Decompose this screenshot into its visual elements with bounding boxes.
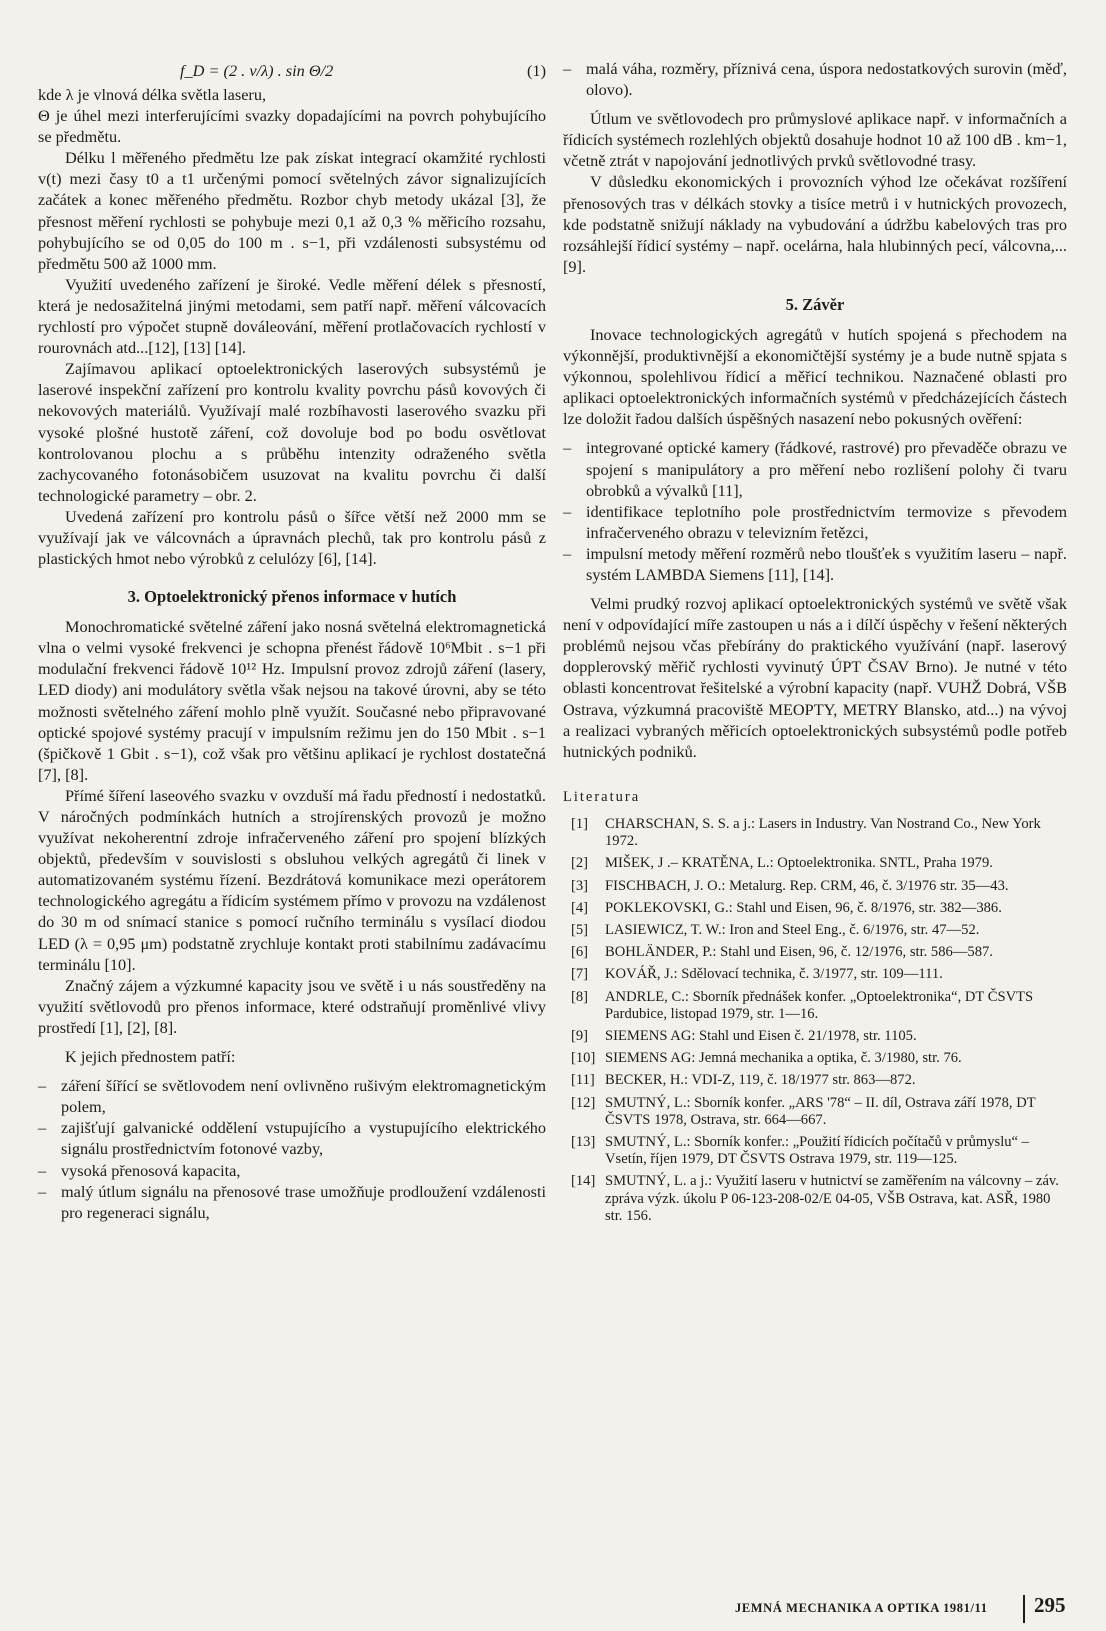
reference-number: [2] — [571, 855, 589, 872]
reference-text: SMUTNÝ, L.: Sborník konfer. „ARS '78“ – II. díl, Ostrava září 1978, DT ČSVTS 1978, Ostrava, str. 664—667. — [605, 1094, 1036, 1128]
list-item: – integrované optické kamery (řádkové, rastrové) pro převaděče obrazu ve spojení s manipulátory a pro měření nebo rozlišení polohy či tvaru obrobků a vývalků [11], — [563, 438, 1067, 500]
reference-number: [9] — [571, 1027, 589, 1044]
reference-text: SMUTNÝ, L.: Sborník konfer.: „Použití řídicích počítačů v průmyslu“ – Vsetín, říjen 1979, DT ČSVTS Ostrava 1979, str. 119—125. — [605, 1133, 1029, 1168]
journal-name: JEMNÁ MECHANIKA A OPTIKA 1981/11 — [735, 1601, 988, 1615]
reference-text: BECKER, H.: VDI-Z, 119, č. 18/1977 str. 863—872. — [605, 1072, 916, 1089]
reference-item — [563, 922, 1067, 939]
list-item: – impulsní metody měření rozměrů nebo tloušťek s využitím laseru – např. systém LAMBDA Siemens [11], [14]. — [563, 543, 1067, 584]
page-number: 295 — [1034, 1593, 1066, 1617]
list-item: – malý útlum signálu na přenosové trase umožňuje prodloužení vzdálenosti pro regeneraci signálu, — [38, 1181, 546, 1222]
reference-text: SIEMENS AG: Stahl und Eisen č. 21/1978, str. 1105. — [605, 1027, 917, 1044]
reference-item — [563, 816, 1067, 850]
reference-number: [14] — [571, 1173, 596, 1190]
reference-number: [13] — [571, 1133, 596, 1150]
reference-number: [8] — [571, 988, 589, 1005]
reference-item — [563, 989, 1067, 1023]
reference-text: ANDRLE, C.: Sborník přednášek konfer. „Optoelektronika“, DT ČSVTS Pardubice, listopad 1979, str. 1—16. — [605, 988, 1034, 1022]
paragraph-utlum: Útlum ve světlovodech pro průmyslové aplikace např. v informačních a řídicích systémech rozlehlých objektů dosahuje hodnot 10 až 100 dB . km−1, včetně ztrát v napojování jednotlivých prvků světlovodné trasy. — [563, 109, 1067, 171]
equation-formula: f_D = (2 . v/λ) . sin Θ/2 — [180, 61, 334, 80]
reference-number: [1] — [571, 815, 589, 832]
reference-item — [563, 1050, 1067, 1067]
right-column — [563, 58, 1067, 1230]
reference-item — [563, 900, 1067, 917]
list-item: – malá váha, rozměry, příznivá cena, úspora nedostatkových surovin (měď, olovo). — [563, 59, 1067, 100]
reference-text: POKLEKOVSKI, G.: Stahl und Eisen, 96, č. 8/1976, str. 382—386. — [605, 899, 1002, 916]
paragraph-velmi: Velmi prudký rozvoj aplikací optoelektronických systémů ve světě však není v odpovídající míře zastoupen u nás a i dílčí úspěchy v řešení některých problémů nejsou včas přebírány do praktického využívání (např. laserový dopplerovský měřič rychlosti vyvinutý ÚPT ČSAV Brno). Je nutné v této oblasti koncentrovat řešitelské a výrobní kapacity (např. VUHŽ Dobrá, VŠB Ostrava, výzkumná pracoviště MEOPTY, METRY Blansko, atd...) na vývoj a realizaci vybraných měřicích optoelektronických subsystémů podle potřeb hutnických podniků. — [563, 594, 1067, 761]
paragraph-delku: Délku l měřeného předmětu lze pak získat integrací okamžité rychlosti v(t) mezi časy t0 a t1 určenými pomocí světelných závor signalizujících začátek a konec měřeného předmětu. Rozbor chyb metody ukázal [3], že přesnost měření rychlosti se pohybuje mezi 0,1 až 0,3 % měřicího rozsahu, pohybujícího se od 0,05 do 100 m . s−1, při vzdálenosti subsystému od předmětu 500 až 1000 mm. — [38, 148, 546, 273]
reference-text: MIŠEK, J .– KRATĚNA, L.: Optoelektronika. SNTL, Praha 1979. — [605, 855, 993, 872]
reference-item — [563, 878, 1067, 895]
list-item: – identifikace teplotního pole prostřednictvím termovize s převodem infračerveného obrazu v televizním řetězci, — [563, 501, 1067, 542]
reference-text: LASIEWICZ, T. W.: Iron and Steel Eng., č. 6/1976, str. 47—52. — [605, 921, 980, 938]
reference-number: [4] — [571, 899, 589, 916]
reference-text: CHARSCHAN, S. S. a j.: Lasers in Industry. Van Nostrand Co., New York 1972. — [605, 815, 1041, 850]
paragraph-monochromaticke: Monochromatické světelné záření jako nosná světelná elektromagnetická vlna o velmi vysoké frekvenci je schopna přenést řádově 10⁶Mbit . s−1 při modulační frekvenci řádově 10¹² Hz. Impulsní provoz zdrojů záření (lasery, LED diody) ani modulátory světla však nejsou na takové úrovni, aby se této možnosti světelného záření mohlo plně využít. Současné nebo připravované optické spojové systémy pracují v impulsním režimu jen do 150 Mbit . s−1 (špičkově 1 Gbit . s−1), což však pro většinu aplikací je rychlost dostatečná [7], [8]. — [38, 617, 546, 784]
paragraph-dusledku: V důsledku ekonomických i provozních výhod lze očekávat rozšíření přenosových tras v délkách stovky a tisíce metrů i v hutnických provozech, kde podstatně snižují náklady na vybudování a údržbu kabelových tras pro rozsáhlejší řídicí systémy – např. ocelárna, hala hlubinných pecí, válcovna,... [9]. — [563, 172, 1067, 276]
left-column — [38, 58, 546, 1223]
equation — [38, 58, 546, 84]
equation-number: (1) — [527, 61, 546, 80]
reference-text: KOVÁŘ, J.: Sdělovací technika, č. 3/1977, str. 109—111. — [605, 966, 943, 983]
reference-number: [5] — [571, 921, 589, 938]
paragraph-zajimavou: Zajímavou aplikací optoelektronických laserových subsystémů je laserové inspekční zařízení pro kontrolu kvality povrchu pásů kovových či nekovových materiálů. Využívají malé rozbíhavosti laserového svazku při vysoké plošné hustotě záření, což dovoluje bod po bodu osvětlovat kontrolovanou plochu a s průběhu intenzity odraženého světla zachycovaného fotonásobičem usuzovat na kvalitu povrchu či další technologické parametry – obr. 2. — [38, 359, 546, 505]
paragraph-znacny: Značný zájem a výzkumné kapacity jsou ve světě i u nás soustředěny na využití světlovodů pro přenos informace, které odstraňují proměnlivé vlivy prostředí [1], [2], [8]. — [38, 975, 546, 1037]
reference-text: SIEMENS AG: Jemná mechanika a optika, č. 3/1980, str. 76. — [605, 1050, 962, 1067]
reference-item — [563, 944, 1067, 961]
reference-item — [563, 1072, 1067, 1089]
paragraph-uvedena: Uvedená zařízení pro kontrolu pásů o šířce větší než 2000 mm se využívají jak ve válcovnách a úpravnách plechů, tak pro kontrolu pásů z plastických hmot nebo výrobků z celulózy [6], [14]. — [38, 506, 546, 569]
reference-item — [563, 966, 1067, 983]
reference-item — [563, 1095, 1067, 1129]
paragraph-prime: Přímé šíření laseového svazku v ovzduší má řadu předností i nedostatků. V náročných podmínkách hutních a strojírenských provozů je možno využívat nekoherentní zdroje infračerveného záření pro spojení blízkých objektů, především v souvislosti s obsluhou velkých agregátů či linek v automatizovaném systému řízení. Bezdrátová komunikace mezi operátorem technologického agregátu a řídicím systémem přímo v provozu na vzdálenost do 30 m od snímací stanice s pomocí ručního terminálu s vysílací diodou LED (λ = 0,95 μm) podstatně zrychluje kontakt proti stabilnímu zadávacímu terminálu [10]. — [38, 785, 546, 974]
reference-number: [7] — [571, 966, 589, 983]
section-heading-5: 5. Závěr — [785, 294, 845, 314]
paragraph-vyuziti: Využití uvedeného zařízení je široké. Vedle měření délek s přesností, která je nedosažitelná jinými metodami, sem patří např. měření válcovacích rychlostí pro výpočet stupně dováleování, měření protlačovacích rychlostí v rourovnách atd...[12], [13] [14]. — [38, 274, 546, 358]
paragraph-theta: Θ je úhel mezi interferujícími svazky dopadajícími na povrch pohybujícího se předmětu. — [38, 106, 546, 147]
references-heading: Literatura — [563, 788, 641, 805]
paragraph-kde: kde λ je vlnová délka světla laseru, — [38, 85, 267, 104]
references-list — [563, 816, 1067, 1225]
list-item: – záření šířící se světlovodem není ovlivněno rušivým elektromagnetickým polem, — [38, 1076, 546, 1117]
reference-item — [563, 1134, 1067, 1168]
reference-number: [3] — [571, 877, 589, 894]
reference-text: FISCHBACH, J. O.: Metalurg. Rep. CRM, 46, č. 3/1976 str. 35—43. — [605, 877, 1009, 894]
reference-text: SMUTNÝ, L. a j.: Využití laseru v hutnictví se zaměřením na válcovny – záv. zpráva výzk. úkolu P 06-123-208-02/E 04-05, VŠB Ostrava, kat. ASŘ, 1980 str. 156. — [605, 1173, 1059, 1224]
reference-number: [6] — [571, 944, 589, 961]
paragraph-inovace: Inovace technologických agregátů v hutích spojená s přechodem na výkonnější, produktivnější a ekonomičtější systémy je a bude nutně spjata s výkonnou, spolehlivou řídicí a měřicí technikou. Naznačené oblasti pro aplikaci optoelektronických informačních systémů v předcházejících částech lze doložit řadou dalších úspěšných nasazení nebo pokusných ověření: — [563, 324, 1067, 429]
reference-item — [563, 1028, 1067, 1045]
reference-item — [563, 1173, 1067, 1225]
reference-item — [563, 855, 1067, 872]
list-item: – zajišťují galvanické oddělení vstupujícího a vystupujícího elektrického signálu prostřednictvím fotonové vazby, — [38, 1118, 546, 1159]
list-item: – vysoká přenosová kapacita, — [38, 1160, 241, 1180]
reference-number: [11] — [571, 1072, 595, 1089]
reference-text: BOHLÄNDER, P.: Stahl und Eisen, 96, č. 12/1976, str. 586—587. — [605, 944, 993, 961]
section-heading-3: 3. Optoelektronický přenos informace v hutích — [127, 587, 457, 607]
footer-divider — [1023, 1595, 1025, 1623]
reference-number: [12] — [571, 1094, 596, 1111]
paragraph-prednostem: K jejich přednostem patří: — [65, 1047, 236, 1067]
reference-number: [10] — [571, 1050, 596, 1067]
